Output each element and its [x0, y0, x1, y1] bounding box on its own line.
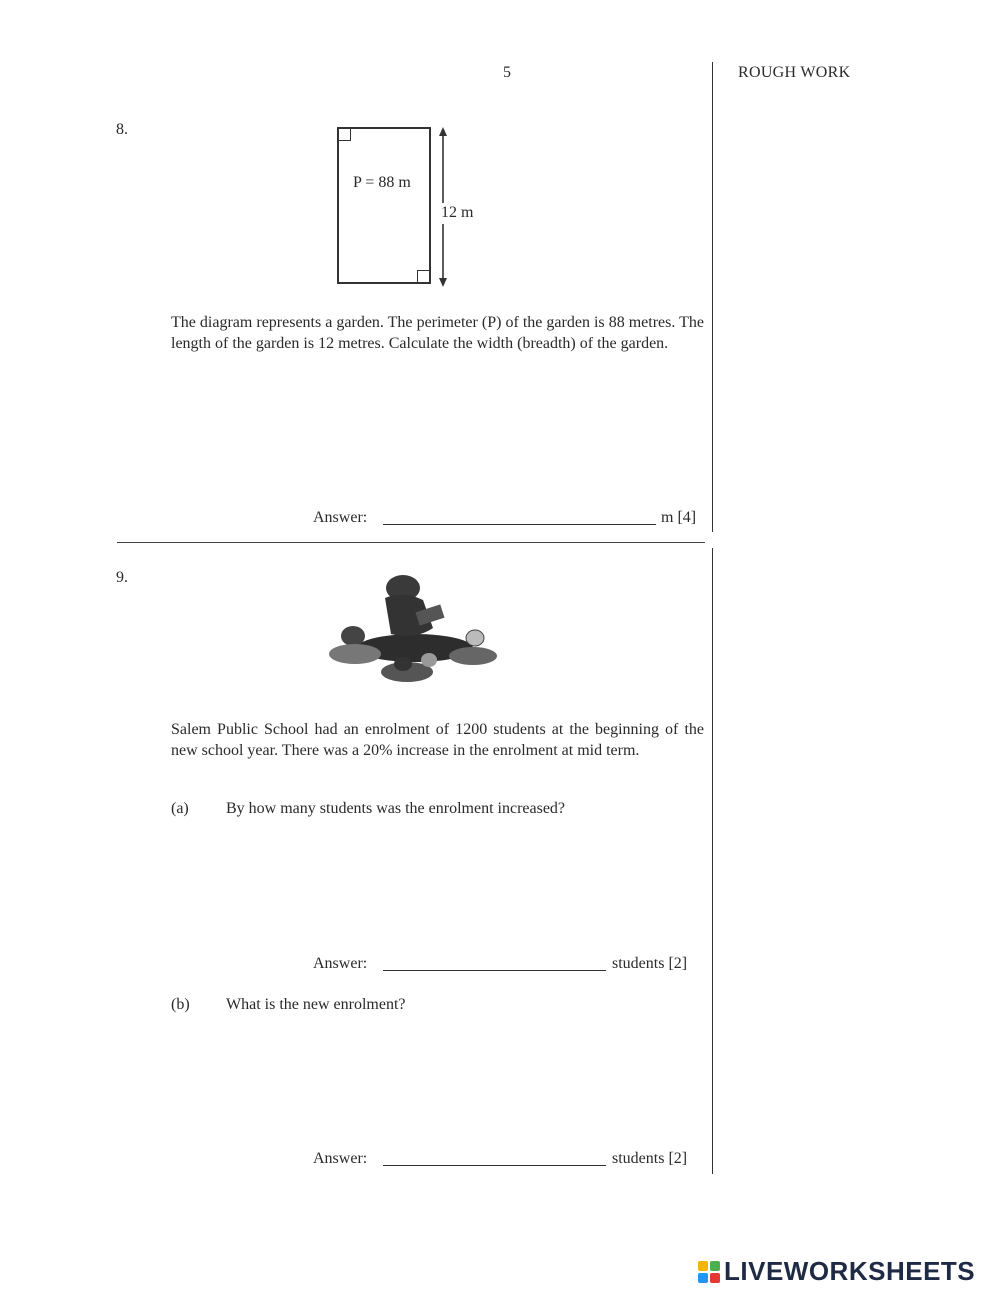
right-angle-marker: [417, 270, 429, 282]
question-8-text: The diagram represents a garden. The perimeter (P) of the garden is 88 metres. The length of the garden is 12 metres. Calculate the width (breadth) of the garden.: [171, 314, 704, 352]
logo-block: [710, 1273, 720, 1283]
question-8-unit-marks: m [4]: [661, 509, 697, 526]
logo-text: LIVEWORKSHEETS: [724, 1256, 976, 1286]
part-b-label: (b): [171, 996, 190, 1013]
part-b-question: What is the new enrolment?: [226, 996, 406, 1013]
part-a-answer-label: Answer:: [313, 955, 368, 972]
part-a-label: (a): [171, 800, 189, 817]
part-b-answer-label: Answer:: [313, 1150, 368, 1167]
children-reading-illustration: [325, 568, 500, 693]
garden-diagram: [337, 127, 431, 284]
part-b-unit-marks: students [2]: [612, 1150, 688, 1167]
liveworksheets-logo[interactable]: [698, 1256, 975, 1287]
question-9-number: 9.: [116, 569, 128, 586]
question-8-answer-row: [313, 509, 367, 527]
question-8-number: 8.: [116, 121, 128, 138]
logo-block: [698, 1261, 708, 1271]
logo-icon: [698, 1261, 720, 1283]
page-number: 5: [503, 64, 511, 81]
question-separator: [117, 542, 705, 543]
length-label: 12 m: [440, 203, 474, 224]
logo-block: [698, 1273, 708, 1283]
right-angle-marker: [339, 129, 351, 141]
perimeter-label: P = 88 m: [353, 174, 411, 191]
rough-work-label: ROUGH WORK: [738, 64, 851, 81]
part-a-question: By how many students was the enrolment increased?: [226, 800, 566, 817]
question-8-answer-field[interactable]: [383, 524, 656, 525]
part-a-answer-field[interactable]: [383, 970, 606, 971]
part-b-answer-field[interactable]: [383, 1165, 606, 1166]
answer-label: Answer:: [313, 509, 368, 526]
rough-work-divider-lower: [712, 548, 713, 1174]
part-a-unit-marks: students [2]: [612, 955, 688, 972]
logo-block: [710, 1261, 720, 1271]
question-9-text: Salem Public School had an enrolment of 1200 students at the beginning of the new school year. There was a 20% increase in the enrolment at mid term.: [171, 721, 704, 759]
rough-work-divider: [712, 62, 713, 532]
